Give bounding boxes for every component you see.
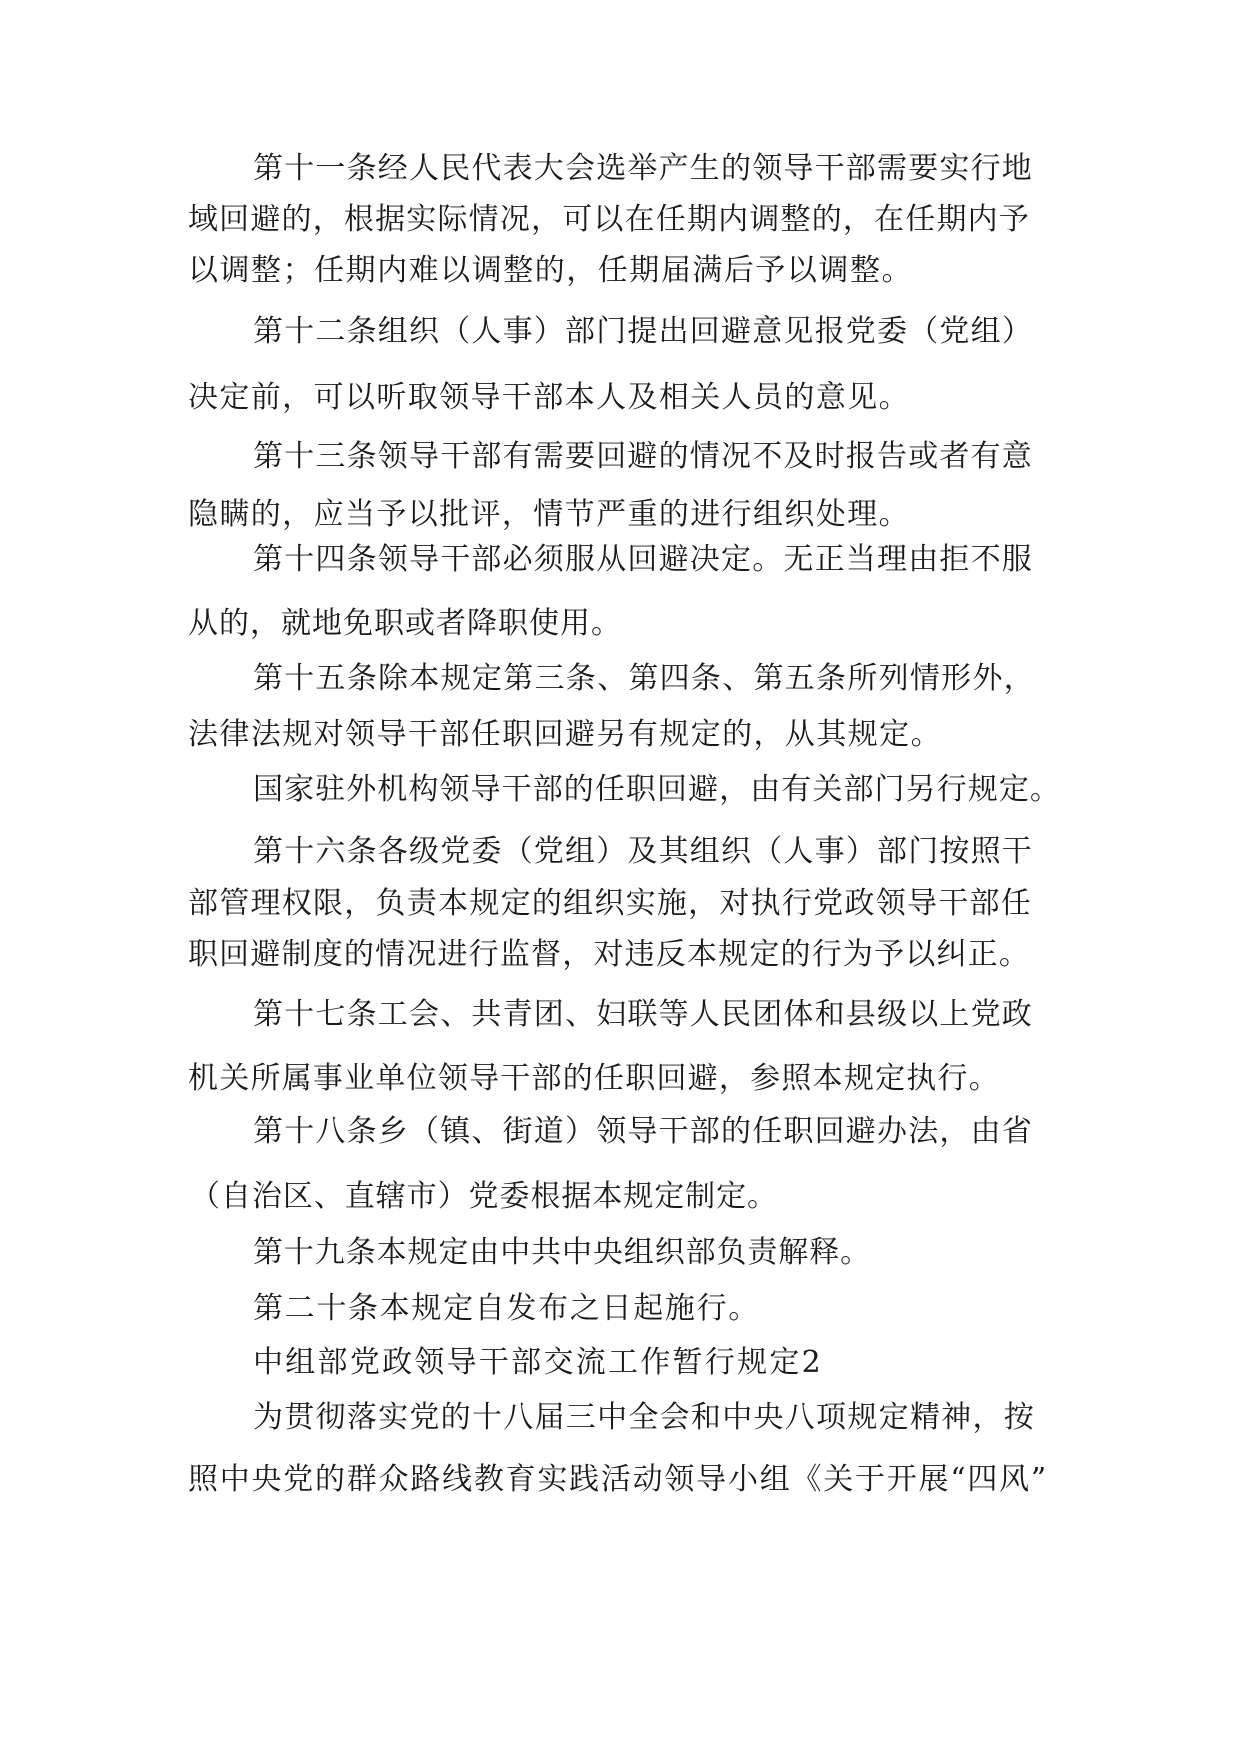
text-line-13	[253, 832, 1033, 872]
text-line-4-text: 第十二条组织（人事）部门提出回避意见报党委（党组）	[253, 314, 1033, 349]
text-line-12-text: 国家驻外机构领导干部的任职回避，由有关部门另行规定。	[253, 772, 1061, 807]
text-line-11-text: 法律法规对领导干部任职回避另有规定的，从其规定。	[188, 717, 942, 752]
text-line-11	[188, 715, 942, 755]
text-line-15-text: 职回避制度的情况进行监督，对违反本规定的行为予以纠正。	[188, 937, 1030, 972]
text-line-13-text: 第十六条各级党委（党组）及其组织（人事）部门按照干	[253, 834, 1033, 869]
text-line-4	[253, 312, 1033, 352]
text-line-23	[253, 1398, 1035, 1438]
text-line-16	[253, 995, 1033, 1035]
text-line-6-text: 第十三条领导干部有需要回避的情况不及时报告或者有意	[253, 439, 1033, 474]
text-line-20-text: 第十九条本规定由中共中央组织部负责解释。	[253, 1235, 871, 1270]
text-line-23-text: 为贯彻落实党的十八届三中全会和中央八项规定精神，按	[253, 1400, 1035, 1435]
text-line-17	[188, 1059, 1000, 1099]
text-line-18-text: 第十八条乡（镇、街道）领导干部的任职回避办法，由省	[253, 1114, 1033, 1149]
text-line-24	[188, 1460, 1048, 1500]
text-line-7	[188, 495, 910, 535]
text-line-6	[253, 437, 1033, 477]
text-line-16-text: 第十七条工会、共青团、妇联等人民团体和县级以上党政	[253, 997, 1033, 1032]
text-line-5-text: 决定前，可以听取领导干部本人及相关人员的意见。	[188, 380, 910, 415]
text-line-17-text: 机关所属事业单位领导干部的任职回避，参照本规定执行。	[188, 1061, 1000, 1096]
text-line-19	[190, 1177, 778, 1217]
text-line-9-text: 从的，就地免职或者降职使用。	[188, 606, 622, 641]
text-line-2-text: 域回避的，根据实际情况，可以在任期内调整的，在任期内予	[188, 202, 1030, 237]
text-line-1-text: 第十一条经人民代表大会选举产生的领导干部需要实行地	[253, 151, 1033, 186]
text-line-2	[188, 200, 1030, 240]
text-line-3-text: 以调整；任期内难以调整的，任期届满后予以调整。	[188, 253, 913, 288]
text-line-7-text: 隐瞒的，应当予以批评，情节严重的进行组织处理。	[188, 497, 910, 532]
text-line-20	[253, 1233, 871, 1273]
text-line-8-text: 第十四条领导干部必须服从回避决定。无正当理由拒不服	[253, 542, 1033, 577]
text-line-22	[253, 1343, 823, 1383]
text-line-3	[188, 251, 913, 291]
text-line-1	[253, 149, 1033, 189]
text-line-9	[188, 604, 622, 644]
text-line-10-text: 第十五条除本规定第三条、第四条、第五条所列情形外，	[253, 661, 1035, 696]
text-line-8	[253, 540, 1033, 580]
text-line-12	[253, 770, 1061, 810]
text-line-22-text: 中组部党政领导干部交流工作暂行规定2	[253, 1345, 823, 1380]
text-line-15	[188, 935, 1030, 975]
text-line-14	[188, 884, 1032, 924]
text-line-5	[188, 378, 910, 418]
text-line-24-text: 照中央党的群众路线教育实践活动领导小组《关于开展“四风”	[188, 1462, 1048, 1497]
text-line-10	[253, 659, 1035, 699]
text-line-14-text: 部管理权限，负责本规定的组织实施，对执行党政领导干部任	[188, 886, 1032, 921]
text-line-18	[253, 1112, 1033, 1152]
text-line-21-text: 第二十条本规定自发布之日起施行。	[253, 1291, 760, 1326]
text-line-19-text: （自治区、直辖市）党委根据本规定制定。	[190, 1179, 778, 1214]
text-line-21	[253, 1289, 760, 1329]
